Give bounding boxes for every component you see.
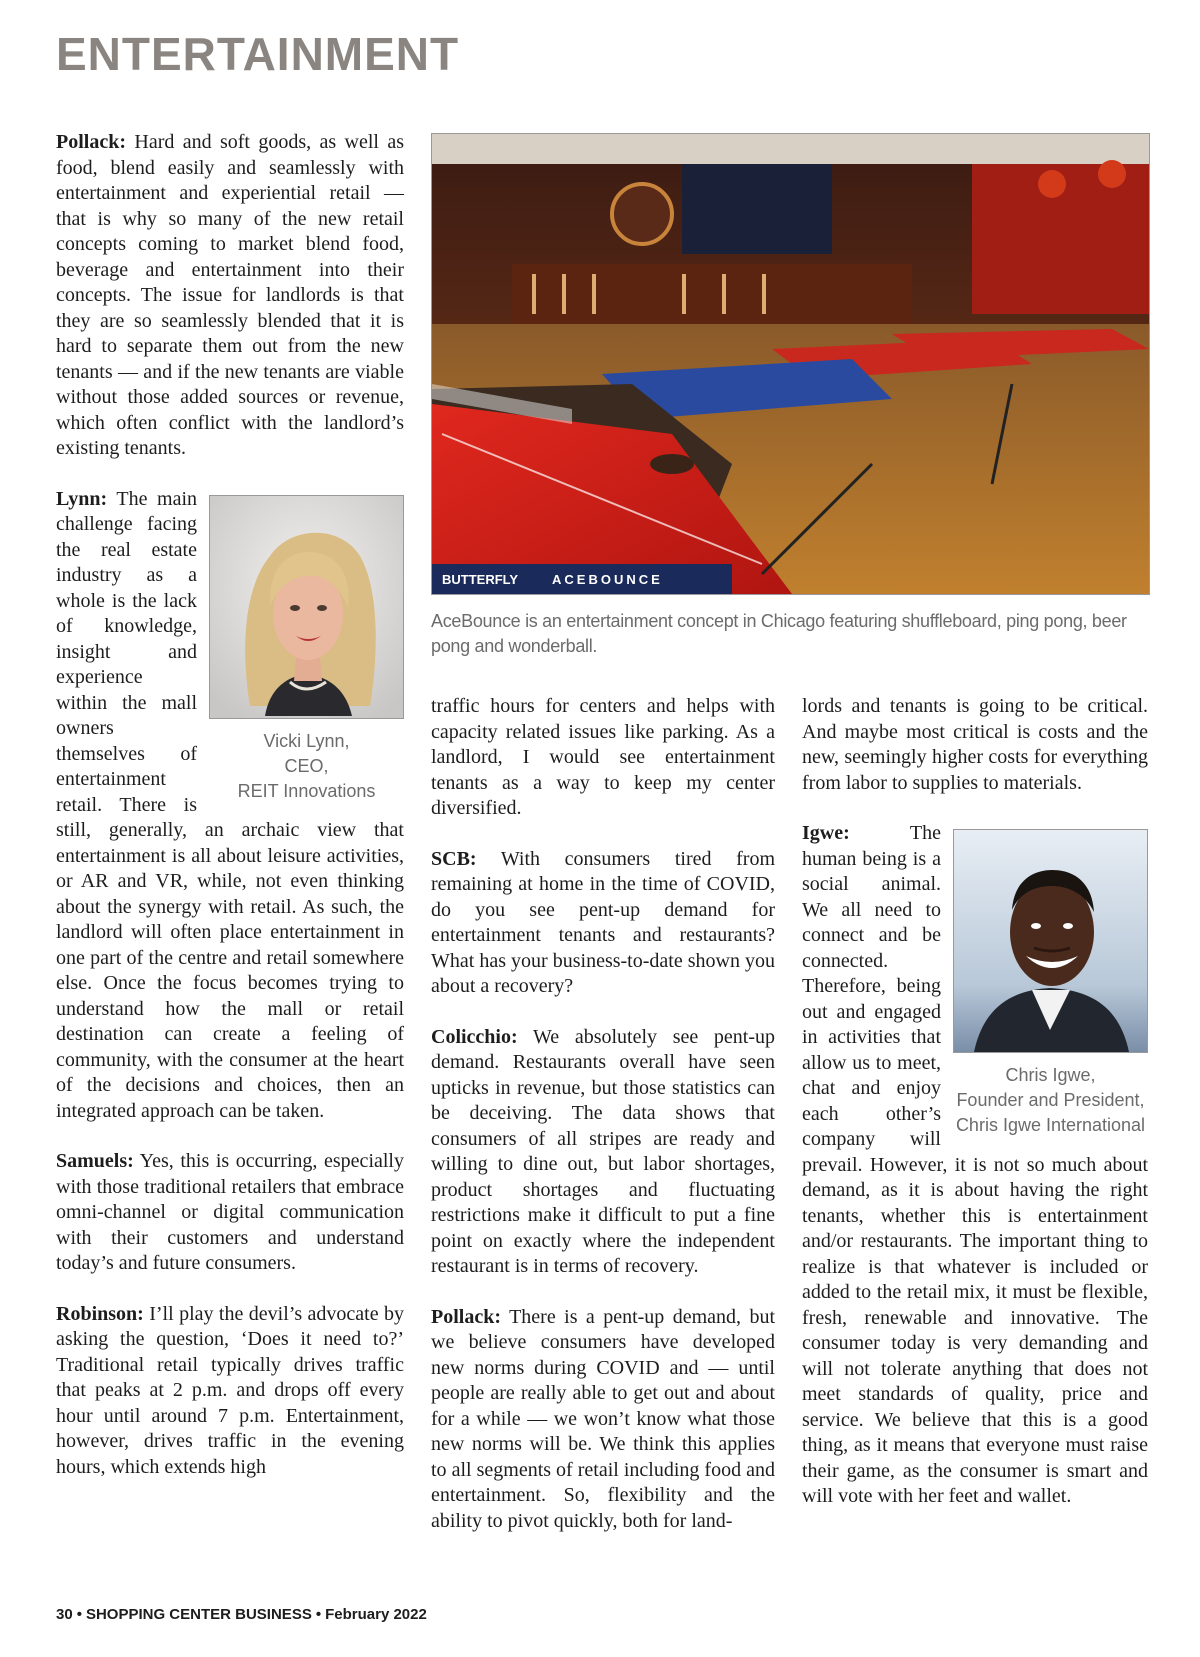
woman-portrait-image (210, 496, 403, 718)
paragraph-pollack-2 (431, 1305, 775, 1535)
speaker-name: Pollack: (431, 1305, 501, 1328)
paragraph-text: With consumers tired from remaining at home in the time of COVID, do you see pent-up demand for entertainment tenants and restaurants? What has your business-to-date shown you about a recovery? (431, 847, 775, 997)
speaker-name: Igwe: (802, 822, 850, 844)
igwe-portrait-figure (953, 829, 1148, 1138)
caption-company: Chris Igwe International (955, 1115, 1146, 1135)
photo-caption: AceBounce is an entertainment concept in Chicago featuring shuffleboard, ping pong, beer pong and wonderball. (431, 611, 1127, 656)
paragraph-robinson-continued (431, 694, 775, 822)
paragraph-text: We absolutely see pent-up demand. Restaurants overall have seen upticks in revenue, but those statistics can be deceiving. The data shows that consumers of all stripes are ready and willing to dine out, but labor shortages, product shortages and fluctuating restrictions make it difficult to put a fine point on exactly where the independent restaurant is in terms of recovery. (431, 1025, 776, 1277)
paragraph-text: The human being is a social animal. We all need to connect and be connected. Therefore, being out and engaged in activities that allow us to meet, chat and enjoy each other’s company will prevail. However, it is not so much about demand, as it is about having the right tenants, whether this is entertainment and/or restaurants. The important thing to realize is that whatever is included or added to the retail mix, it must be flexible, fresh, renewable and innovative. The consumer today is very demanding and will not tolerate anything that does not meet standards of quality, price and service. We believe that this is a good thing, as it means that everyone must raise their game, as the consumer is smart and will vote with her feet and wallet. (802, 822, 1148, 1507)
article-column-3 (802, 694, 1148, 1510)
paragraph-robinson (56, 1302, 404, 1481)
speaker-name: Samuels: (56, 1150, 134, 1172)
paragraph-lynn (56, 487, 404, 1125)
paragraph-text: Yes, this is occurring, especially with those traditional retailers that embrace omni-channel or digital communication with their customers and understand today’s and future consumers. (56, 1150, 404, 1274)
section-title: ENTERTAINMENT (56, 28, 460, 80)
caption-company: REIT Innovations (237, 780, 376, 801)
lynn-portrait-figure (209, 495, 404, 804)
caption-title: Founder and President, (956, 1090, 1145, 1110)
page-number: 30 (56, 1606, 73, 1623)
paragraph-scb-question (431, 847, 775, 1000)
speaker-name: Pollack: (56, 131, 126, 153)
paragraph-text: The main challenge facing the real estate industry as a whole is the lack of knowledge, insight and experience within the mall owners themselves of entertainment retail. There is still, generally, an archaic view that entertainment is all about leisure activities, or AR and VR, while, not even thinking about the synergy with retail. As such, the landlord will often place entertainment in one part of the centre and retail somewhere else. Once the focus becomes trying to understand how the mall or retail destination can create a feeling of community, with the consumer at the heart of the decisions and choices, then an integrated approach can be taken. (56, 487, 404, 1122)
table-brand-butterfly: BUTTERFLY (442, 572, 519, 587)
table-brand-acebounce: ACEBOUNCE (552, 572, 663, 587)
speaker-name: Lynn: (56, 487, 108, 510)
lynn-portrait-caption (209, 729, 404, 804)
igwe-portrait-caption (953, 1063, 1148, 1138)
caption-name: Chris Igwe, (1005, 1065, 1096, 1085)
paragraph-pollack-2-continued (802, 694, 1148, 796)
paragraph-pollack-1 (56, 130, 404, 462)
paragraph-igwe (802, 821, 1148, 1510)
caption-title: CEO, (284, 755, 329, 776)
acebounce-photo (431, 133, 1150, 595)
article-column-2 (431, 694, 775, 1534)
ping-pong-venue-image (432, 134, 1149, 594)
paragraph-samuels (56, 1149, 404, 1277)
speaker-name: Colicchio: (431, 1025, 518, 1048)
footer-separator: • (76, 1606, 82, 1623)
paragraph-text: I’ll play the devil’s advocate by asking the question, ‘Does it need to?’ Traditional retail typically drives traffic that peaks at 2 p.m. and drops off every hour until around 7 p.m. Entertainment, however, drives traffic in the evening hours, which extends high (56, 1302, 404, 1478)
speaker-name: SCB: (431, 847, 477, 870)
igwe-portrait-photo (953, 829, 1148, 1053)
publication-name: SHOPPING CENTER BUSINESS (85, 1606, 312, 1623)
article-column-1 (56, 130, 404, 1480)
caption-name: Vicki Lynn, (263, 730, 350, 751)
speaker-name: Robinson: (56, 1302, 144, 1325)
paragraph-text: lords and tenants is going to be critical. And maybe most critical is costs and the new, seemingly higher costs for everything from labor to supplies to materials. (802, 695, 1148, 794)
paragraph-text: traffic hours for centers and helps with capacity related issues like parking. As a landlord, I would see entertainment tenants as a way to keep my center diversified. (431, 695, 775, 819)
paragraph-colicchio (431, 1025, 775, 1280)
lynn-portrait-photo (209, 495, 404, 719)
paragraph-text: There is a pent-up demand, but we believe consumers have developed new norms during COVID and — until people are really able to get out and about for a while — we won’t know what those new norms will be. We think this applies to all segments of retail including food and entertainment. So, flexibility and the ability to pivot quickly, both for land- (431, 1305, 776, 1532)
paragraph-text: Hard and soft goods, as well as food, blend easily and seamlessly with entertainment and experiential retail — that is why so many of the new retail concepts coming to market blend food, beverage and entertainment into their concepts. The issue for landlords is that they are so seamlessly blended that it is hard to separate them out from the new tenants — and if the new tenants are viable without those added sources or revenue, which often conflict with the landlord’s existing tenants. (56, 131, 404, 459)
page-footer (56, 1606, 427, 1623)
man-portrait-image (954, 830, 1147, 1052)
issue-date: February 2022 (325, 1606, 427, 1623)
footer-separator: • (315, 1606, 322, 1623)
